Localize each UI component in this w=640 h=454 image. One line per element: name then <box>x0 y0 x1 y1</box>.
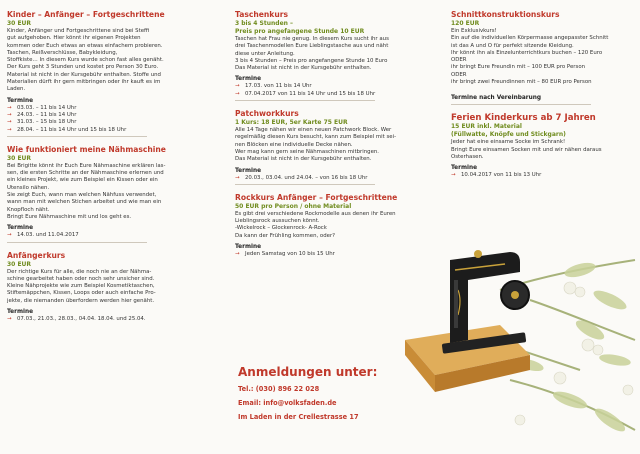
dates-list <box>235 83 430 98</box>
course-title: Ferien Kinderkurs ab 7 Jahren <box>451 113 596 124</box>
course-description: Bei Brigitte könnt ihr Euch Eure Nähmaschine erklären las- sen, die ersten Schritte an der Nähmaschine erlernen und ein kleines Projekt, wie zum Beispiel ein Kissen oder ein Utensilo nähen. Sie zeigt Euch, wann man welchen Nähfuss verwendet, wann man mit welchen Stichen arbeitet und wie man ein Knopfloch näht. Bringt Eure Nähmaschine mit und los geht es. <box>7 162 166 220</box>
course-description: Der richtige Kurs für alle, die noch nie an der Nähma- schine gearbeitet haben oder noch sehr unsicher sind. Kleine Nähprojekte wie zum Beispiel Kosmetiktaschen, Stiftemäppchen, Kissen, Loops oder auch einfache Pro- jekte, die niemanden überfordern werden hier genäht. <box>7 268 156 304</box>
course-description: Alle 14 Tage nähen wir einen neuen Patchwork Block. Wer regelmäßig diesen Kurs besucht, kann zum Beispiel mit sei- nen Blöcken eine individuelle Decke nähen. Wer mag kann gern seine Nähmaschinen mitbringen. Das Material ist nicht in der Kursgebühr enthalten. <box>235 127 397 163</box>
course-price: 30 EUR <box>7 154 32 162</box>
course-material: (Füllwatte, Knöpfe und Stickgarn) <box>451 131 566 139</box>
divider <box>451 104 591 105</box>
dates-label: Termine <box>7 97 34 104</box>
course-taschenkurs <box>235 10 430 101</box>
dates-label: Termine <box>7 225 34 232</box>
course-anfaengerkurs <box>7 251 207 324</box>
column-right <box>451 10 636 188</box>
date-item: → 07.04.2017 von 11 bis 14 Uhr und 15 bis 18 Uhr <box>235 91 430 98</box>
date-item: → Jeden Samstag von 10 bis 15 Uhr <box>235 251 430 258</box>
course-kinder-anfaenger <box>7 10 207 137</box>
dates-label: Termine <box>235 167 262 174</box>
date-item: → 14.03. und 11.04.2017 <box>7 232 207 239</box>
shop-address: Im Laden in der Crellestrasse 17 <box>238 413 359 421</box>
course-price: 15 EUR inkl. Material <box>451 123 522 131</box>
divider <box>235 184 375 185</box>
column-left <box>7 10 207 331</box>
course-title: Anfängerkurs <box>7 250 66 260</box>
dates-label: Termine nach Vereinbarung <box>451 95 542 102</box>
course-title: Schnittkonstruktionskurs <box>451 10 560 19</box>
registration-info <box>238 364 438 422</box>
course-price: 50 EUR pro Person / ohne Material <box>235 202 352 210</box>
date-item: → 28.04. – 11 bis 14 Uhr und 15 bis 18 Uhr <box>7 127 207 134</box>
divider <box>7 242 147 243</box>
course-price: Preis pro angefangene Stunde 10 EUR <box>235 28 365 35</box>
course-title: Wie funktioniert meine Nähmaschine <box>7 144 166 154</box>
course-description: Ein Exklusivkurs! Ein auf die individuellen Körpermasse angepasster Schnitt ist das A und O für perfekt sitzende Kleidung. Ihr könnt ihn als Einzelunterrichtkurs buchen – 120 Euro ODER ihr bringt Eure Freundin mit – 100 EUR pro Person ODER ihr bringt zwei Freundinnen mit – 80 EUR pro Person <box>451 28 609 86</box>
date-item: → 10.04.2017 von 11 bis 13 Uhr <box>451 172 636 179</box>
registration-heading: Anmeldungen unter: <box>238 365 378 379</box>
date-item: → 24.03. – 11 bis 14 Uhr <box>7 112 207 119</box>
course-price: 120 EUR <box>451 20 480 27</box>
dates-label: Termine <box>235 76 262 83</box>
course-price: 1 Kurs: 18 EUR, 5er Karte 75 EUR <box>235 119 348 127</box>
course-title: Taschenkurs <box>235 10 289 19</box>
course-description: Taschen hat Frau nie genug. In diesem Kurs sucht ihr aus drei Taschenmodellen Eure Lieblingstasche aus und näht diese unter Anleitung. 3 bis 4 Stunden – Preis pro angefangene Stunde 10 Euro Das Material ist nicht in der Kursgebühr enthalten. <box>235 36 389 72</box>
course-title: Kinder – Anfänger – Fortgeschrittene <box>7 10 165 19</box>
course-ferien-kinder <box>451 113 636 179</box>
dates-list <box>235 175 430 182</box>
dates-label: Termine <box>7 309 34 316</box>
course-schnittkonstruktion <box>451 10 636 105</box>
course-duration: 3 bis 4 Stunden – <box>235 20 293 27</box>
course-patchwork <box>235 109 430 185</box>
date-item: → 17.03. von 11 bis 14 Uhr <box>235 83 430 90</box>
divider <box>235 100 375 101</box>
column-middle <box>235 10 430 266</box>
dates-list <box>7 316 207 323</box>
course-description: Kinder, Anfänger und Fortgeschrittene sind bei Steffi gut aufgehoben. Hier könnt ihr eigenen Projekten kommen oder Euch etwas an etwas einfachem probieren. Taschen, Reißverschlüsse, Babykleidung, Stoffkiste… In diesem Kurs wurde schon fast alles genäht. Der Kurs geht 3 Stunden und kostet pro Person 30 Euro. Material ist nicht in der Kursgebühr enthalten. Stoffe und Materialien dürft ihr gern mitbringen oder ihr kauft es im Laden. <box>7 28 164 93</box>
course-price: 30 EUR <box>7 20 32 27</box>
dates-list <box>451 172 636 179</box>
course-description: Jeder hat eine einsame Socke im Schrank! Bringt Eure einsamen Socken mit und wir nähen daraus Osterhasen. <box>451 139 602 160</box>
dates-list <box>7 105 207 134</box>
date-item: → 07.03., 21.03., 28.03., 04.04. 18.04. und 25.04. <box>7 316 207 323</box>
date-item: → 31.03. – 15 bis 18 Uhr <box>7 119 207 126</box>
dates-list <box>7 232 207 239</box>
email-address[interactable]: Email: info@volksfaden.de <box>238 399 337 407</box>
course-price: 30 EUR <box>7 260 32 268</box>
sewing-machine-icon <box>442 250 529 354</box>
divider <box>7 136 147 137</box>
course-naehmaschine <box>7 145 207 243</box>
phone-number[interactable]: Tel.: (030) 896 22 028 <box>238 385 320 393</box>
course-description: Es gibt drei verschiedene Rockmodelle aus denen ihr Euren Lieblingsrock aussuchen könnt. -Wickelrock – Glockenrock- A-Rock Da kann der Frühling kommen, oder? <box>235 210 396 239</box>
date-item: → 20.03., 03.04. und 24.04. – von 16 bis 18 Uhr <box>235 175 430 182</box>
dates-label: Termine <box>235 244 262 251</box>
course-title: Rockkurs Anfänger – Fortgeschrittene <box>235 192 398 202</box>
course-title: Patchworkkurs <box>235 109 299 119</box>
dates-label: Termine <box>451 165 478 172</box>
date-item: → 03.03. – 11 bis 14 Uhr <box>7 105 207 112</box>
